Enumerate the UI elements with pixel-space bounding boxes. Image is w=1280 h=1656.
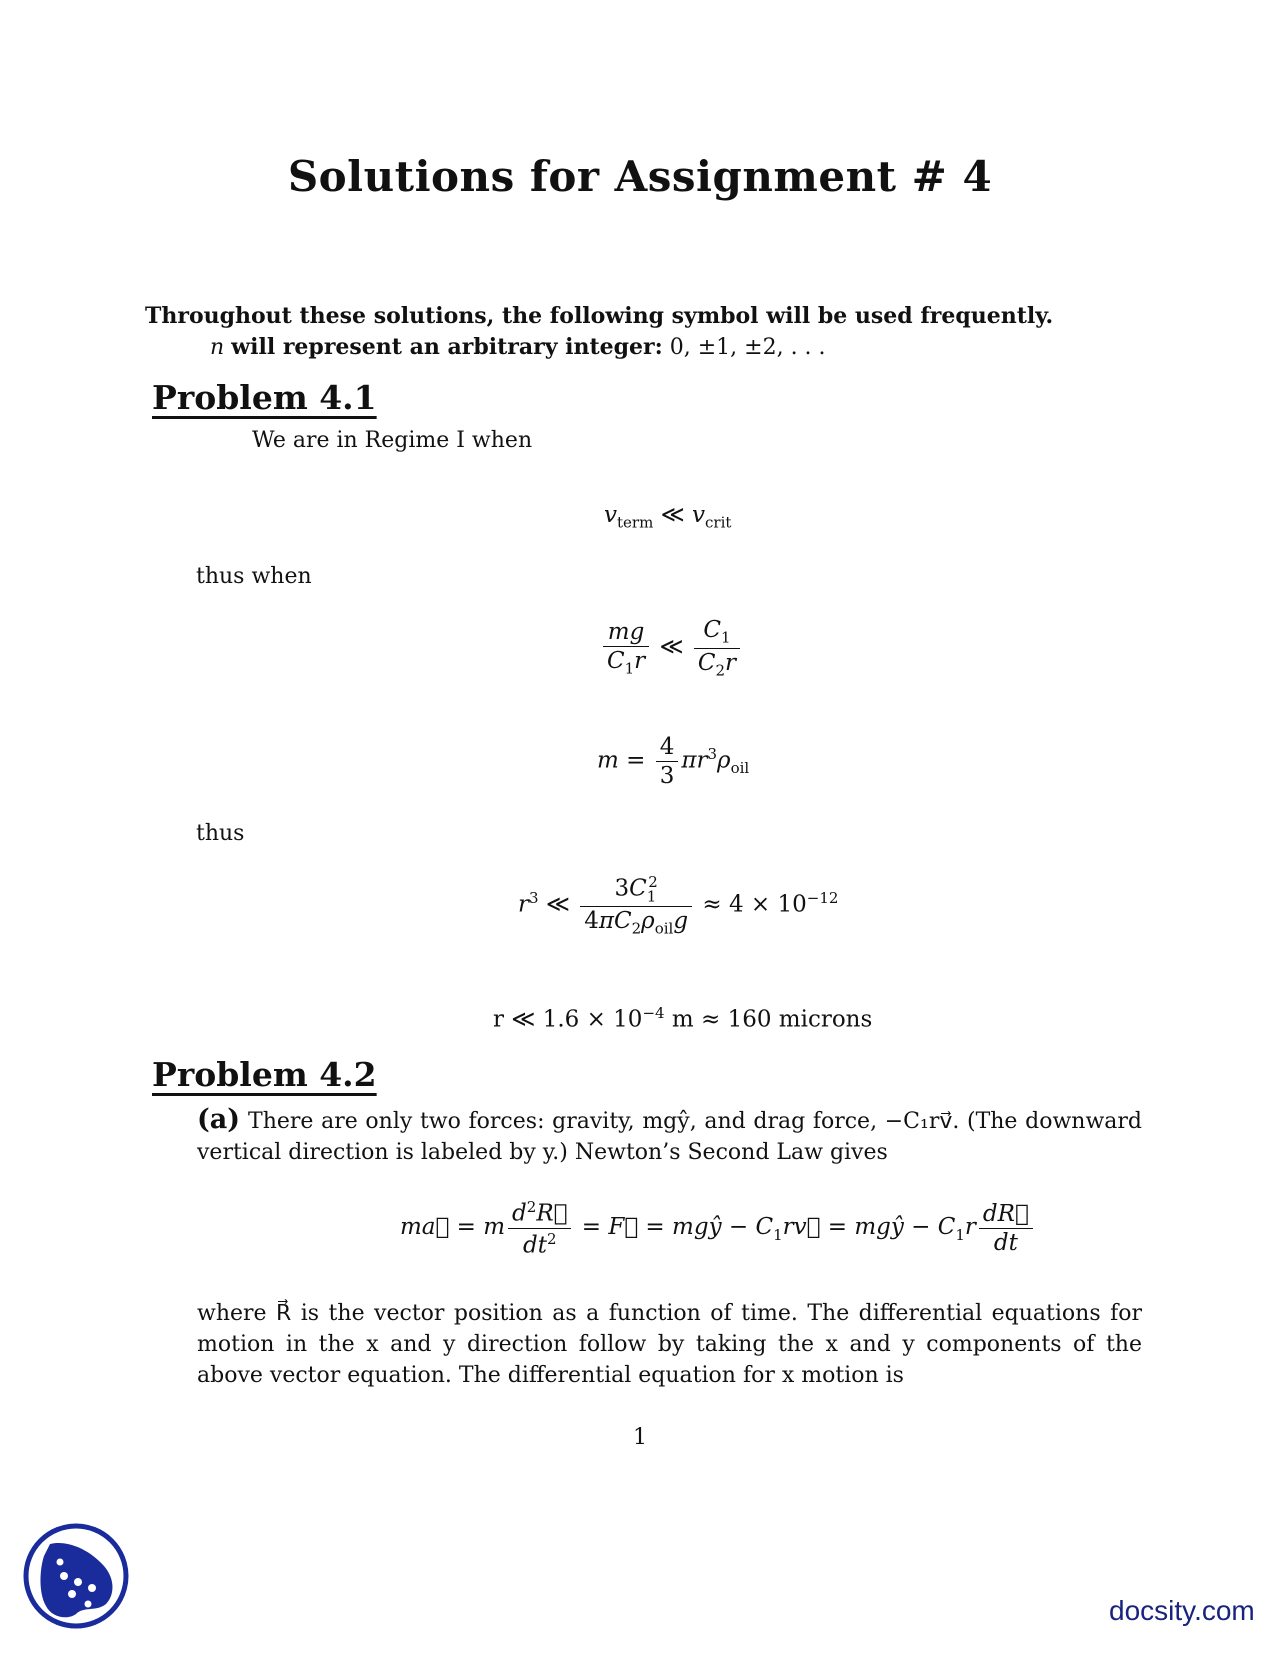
problem-4-2-paragraph-a [197,1104,1142,1168]
part-a-text: There are only two forces: gravity, mgŷ, and drag force, −C₁rv⃗. (The downward vertical direction is labeled by y.) Newton’s Second Law gives [197,1109,1142,1165]
equation-r-result-tail: m ≈ 160 microns [664,1006,873,1033]
intro-integer-text: will represent an arbitrary integer: [231,334,663,360]
problem-4-1-text-regime: We are in Regime I when [252,428,533,453]
equation-r-cubed: $r^3$ ≪ $\frac{3C_1^2}{4\pi C_2\rho_{oil}g}$ ≈ $4 \times 10^{-12}$ [518,873,839,938]
part-a-label: (a) [197,1104,241,1135]
page-title: Solutions for Assignment # 4 [287,152,993,201]
page-number: 1 [633,1425,647,1450]
intro-line-2 [210,334,826,360]
intro-line-1: Throughout these solutions, the following symbol will be used frequently. [145,303,1054,329]
equation-r-result-exponent: −4 [642,1004,665,1022]
equation-r-result [493,1004,872,1033]
equation-approx-value: ≈ 4 × 10 [702,891,807,918]
intro-symbol-n: n [210,335,225,360]
equation-newton-second-law: ma⃗ = m $\frac{d^2R⃗}{dt^2}$ = F⃗ = mgŷ − $C_1rv⃗$ = mgŷ − $C_1r$ $\frac{dR⃗}{dt}$ [400,1198,1036,1258]
problem-4-1-text-thus: thus [196,821,245,846]
equation-approx-exponent: −12 [806,888,839,907]
intro-integer-values: 0, ±1, ±2, . . . [669,335,826,360]
problem-4-1-heading: Problem 4.1 [152,378,377,417]
problem-4-2-heading: Problem 4.2 [152,1055,377,1094]
docsity-brand-link[interactable]: docsity.com [1109,1595,1255,1626]
equation-mg-ratio: $\frac{mg}{C_1r}$ ≪ $\frac{C_1}{C_2r}$ [600,617,743,679]
docsity-logo-icon [22,1522,130,1630]
equation-vterm-vcrit: $v_{term}$ ≪ $v_{crit}$ [604,502,732,532]
equation-r-result-main: r ≪ 1.6 × 10 [493,1006,643,1033]
problem-4-2-paragraph-b: where R⃗ is the vector position as a function of time. The differential equations for motion in the x and y direction follow by taking the x and y components of the above vector equation. The differential equation for x motion is [197,1301,1142,1388]
problem-4-1-text-thus-when: thus when [196,564,312,589]
equation-mass: m = $\frac{4}{3}$ $\pi r^3\rho_{oil}$ [597,734,750,789]
